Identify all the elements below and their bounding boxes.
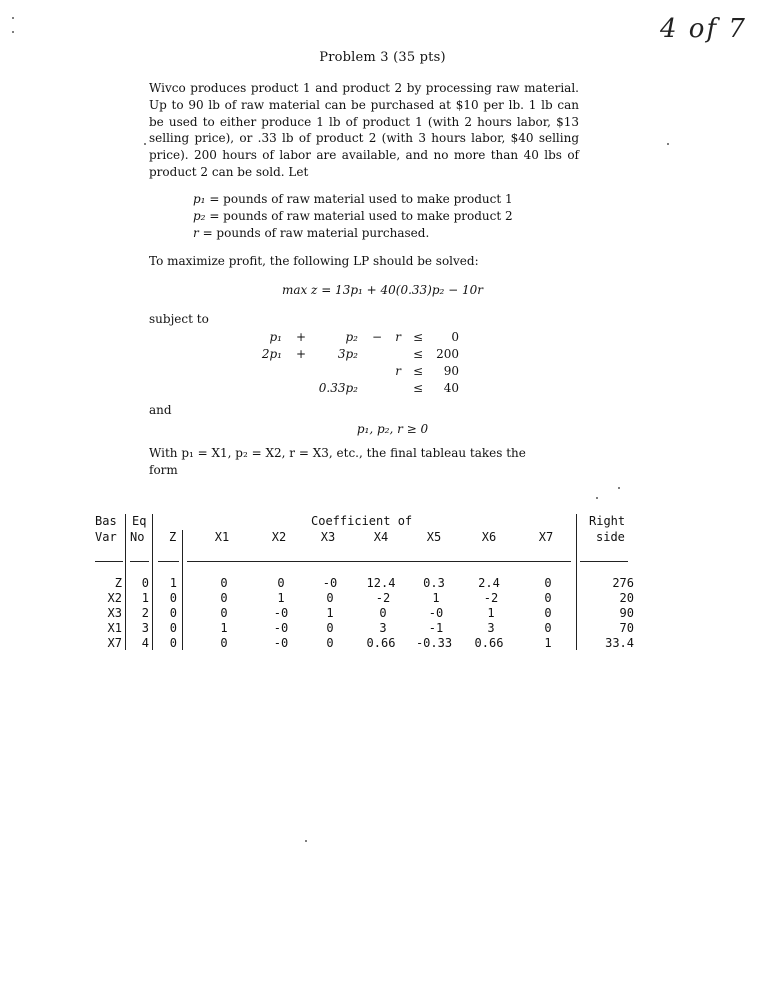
- final-tableau: [0, 514, 765, 664]
- row-coefficient: 0: [277, 576, 285, 590]
- row-right-side: 33.4: [605, 636, 634, 650]
- definition-row: [193, 225, 513, 242]
- scan-speck: [144, 143, 146, 145]
- header-col-x1: X1: [214, 530, 230, 544]
- row-coefficient: 0.66: [366, 636, 396, 650]
- row-coefficient: 0: [326, 591, 334, 605]
- row-coefficient: 3: [487, 621, 495, 635]
- row-coefficient: 1: [277, 591, 285, 605]
- constraint-op1: +: [296, 330, 307, 344]
- header-col-x5: X5: [426, 530, 442, 544]
- constraint-rhs: 200: [436, 347, 459, 361]
- column-divider: [182, 530, 183, 650]
- header-col-x6: X6: [481, 530, 497, 544]
- row-coefficient: 0: [544, 621, 552, 635]
- constraint-rel: ≤: [413, 347, 424, 361]
- row-basic-var: X7: [107, 636, 122, 650]
- row-basic-var: X3: [107, 606, 122, 620]
- definition-text: = pounds of raw material used to make product 2: [205, 209, 513, 223]
- column-divider: [125, 514, 126, 650]
- row-coefficient: 3: [379, 621, 387, 635]
- problem-paragraph: Wivco produces product 1 and product 2 by processing raw material. Up to 90 lb of raw material can be purchased at $10 per lb. 1 lb can be used to either produce 1 lb of product 1 (with 2 hours labor, $13 selling price), or .33 lb of product 2 (with 3 hours labor, $40 selling price). 200 hours of labor are available, and no more than 40 lbs of product 2 can be sold. Let: [149, 81, 579, 179]
- row-coefficient: -2: [375, 591, 391, 605]
- row-coefficient: -0.33: [415, 636, 453, 650]
- definition-variable: r: [193, 226, 199, 240]
- definition-variable: p₁: [193, 192, 206, 206]
- header-col-x2: X2: [271, 530, 287, 544]
- scan-speck: [596, 497, 598, 499]
- row-coefficient: 0: [220, 576, 228, 590]
- header-bas: Bas: [95, 514, 117, 528]
- objective-function: [0, 283, 765, 297]
- row-coefficient: -2: [483, 591, 499, 605]
- row-coefficient: -0: [273, 636, 289, 650]
- row-coefficient: 0: [326, 621, 334, 635]
- nonnegativity: [0, 422, 765, 436]
- row-right-side: 70: [619, 621, 634, 635]
- row-coefficient: 0: [544, 591, 552, 605]
- row-basic-var: Z: [114, 576, 122, 590]
- row-coefficient: 1: [326, 606, 334, 620]
- and-label: and: [149, 403, 172, 417]
- row-z: 0: [169, 606, 177, 620]
- row-coefficient: 12.4: [366, 576, 396, 590]
- row-eq-no: 4: [141, 636, 149, 650]
- header-col-x4: X4: [373, 530, 389, 544]
- problem-title: Problem 3 (35 pts): [319, 50, 446, 65]
- row-right-side: 90: [619, 606, 634, 620]
- row-eq-no: 0: [141, 576, 149, 590]
- header-underline: [187, 561, 571, 562]
- row-coefficient: -0: [273, 606, 289, 620]
- row-coefficient: -0: [322, 576, 338, 590]
- row-eq-no: 1: [141, 591, 149, 605]
- constraint-op2: −: [372, 330, 383, 344]
- variable-definitions: [193, 191, 513, 242]
- header-col-x7: X7: [538, 530, 554, 544]
- row-basic-var: X1: [107, 621, 122, 635]
- row-coefficient: 1: [487, 606, 495, 620]
- header-var: Var: [95, 530, 117, 544]
- row-coefficient: 1: [220, 621, 228, 635]
- row-coefficient: 0: [220, 636, 228, 650]
- scan-speck: [12, 17, 14, 19]
- constraint-rel: ≤: [413, 330, 424, 344]
- row-z: 0: [169, 636, 177, 650]
- scan-speck: [12, 31, 14, 33]
- constraint-c1: p₁: [269, 330, 282, 344]
- header-eq: Eq: [132, 514, 147, 528]
- constraint-c1: 2p₁: [261, 347, 282, 361]
- row-coefficient: 0.3: [423, 576, 445, 590]
- constraint-rhs: 90: [443, 364, 459, 378]
- header-underline: [580, 561, 628, 562]
- header-coefficient: Coefficient of: [311, 514, 413, 528]
- row-right-side: 20: [619, 591, 634, 605]
- definition-variable: p₂: [193, 209, 206, 223]
- row-coefficient: 2.4: [478, 576, 500, 590]
- subject-to-label: subject to: [149, 312, 209, 326]
- nonnegativity-text: p₁, p₂, r ≥ 0: [356, 422, 429, 436]
- constraint-rhs: 0: [451, 330, 459, 344]
- row-right-side: 276: [612, 576, 634, 590]
- constraint-c3: r: [395, 364, 401, 378]
- header-right: Right: [589, 514, 626, 528]
- definition-row: [193, 208, 513, 225]
- row-coefficient: 0: [379, 606, 387, 620]
- header-col-x3: X3: [320, 530, 336, 544]
- constraint-c2: p₂: [345, 330, 358, 344]
- header-side: side: [596, 530, 625, 544]
- row-coefficient: -1: [428, 621, 444, 635]
- row-coefficient: 0: [544, 576, 552, 590]
- scan-speck: [305, 840, 307, 842]
- row-coefficient: 0: [220, 606, 228, 620]
- row-eq-no: 3: [141, 621, 149, 635]
- definition-text: = pounds of raw material purchased.: [198, 226, 430, 240]
- definition-text: = pounds of raw material used to make product 1: [205, 192, 513, 206]
- header-no: No: [130, 530, 145, 544]
- scan-speck: [667, 143, 669, 145]
- row-coefficient: 0: [326, 636, 334, 650]
- row-basic-var: X2: [107, 591, 122, 605]
- lp-intro: To maximize profit, the following LP should be solved:: [149, 254, 479, 268]
- row-z: 0: [169, 621, 177, 635]
- row-coefficient: -0: [428, 606, 444, 620]
- column-divider: [152, 514, 153, 650]
- scan-speck: [618, 487, 620, 489]
- constraint-rel: ≤: [413, 381, 424, 395]
- constraint-c2: 0.33p₂: [318, 381, 358, 395]
- row-coefficient: -0: [273, 621, 289, 635]
- row-z: 0: [169, 591, 177, 605]
- constraint-rhs: 40: [443, 381, 459, 395]
- objective-text: max z = 13p₁ + 40(0.33)p₂ − 10r: [281, 283, 484, 297]
- row-coefficient: 0: [220, 591, 228, 605]
- with-text-line2: form: [149, 463, 178, 477]
- row-coefficient: 1: [544, 636, 552, 650]
- header-underline: [158, 561, 179, 562]
- constraint-c3: r: [395, 330, 401, 344]
- row-coefficient: 0.66: [474, 636, 504, 650]
- row-coefficient: 0: [544, 606, 552, 620]
- header-underline: [95, 561, 123, 562]
- header-underline: [130, 561, 149, 562]
- with-text-line1: With p₁ = X1, p₂ = X2, r = X3, etc., the final tableau takes the: [149, 446, 526, 460]
- row-eq-no: 2: [141, 606, 149, 620]
- constraint-op1: +: [296, 347, 307, 361]
- definition-row: [193, 191, 513, 208]
- constraint-rel: ≤: [413, 364, 424, 378]
- handwritten-page-number: 4 of 7: [660, 14, 747, 44]
- header-z: Z: [169, 530, 177, 544]
- row-coefficient: 1: [432, 591, 440, 605]
- row-z: 1: [169, 576, 177, 590]
- constraint-c2: 3p₂: [337, 347, 358, 361]
